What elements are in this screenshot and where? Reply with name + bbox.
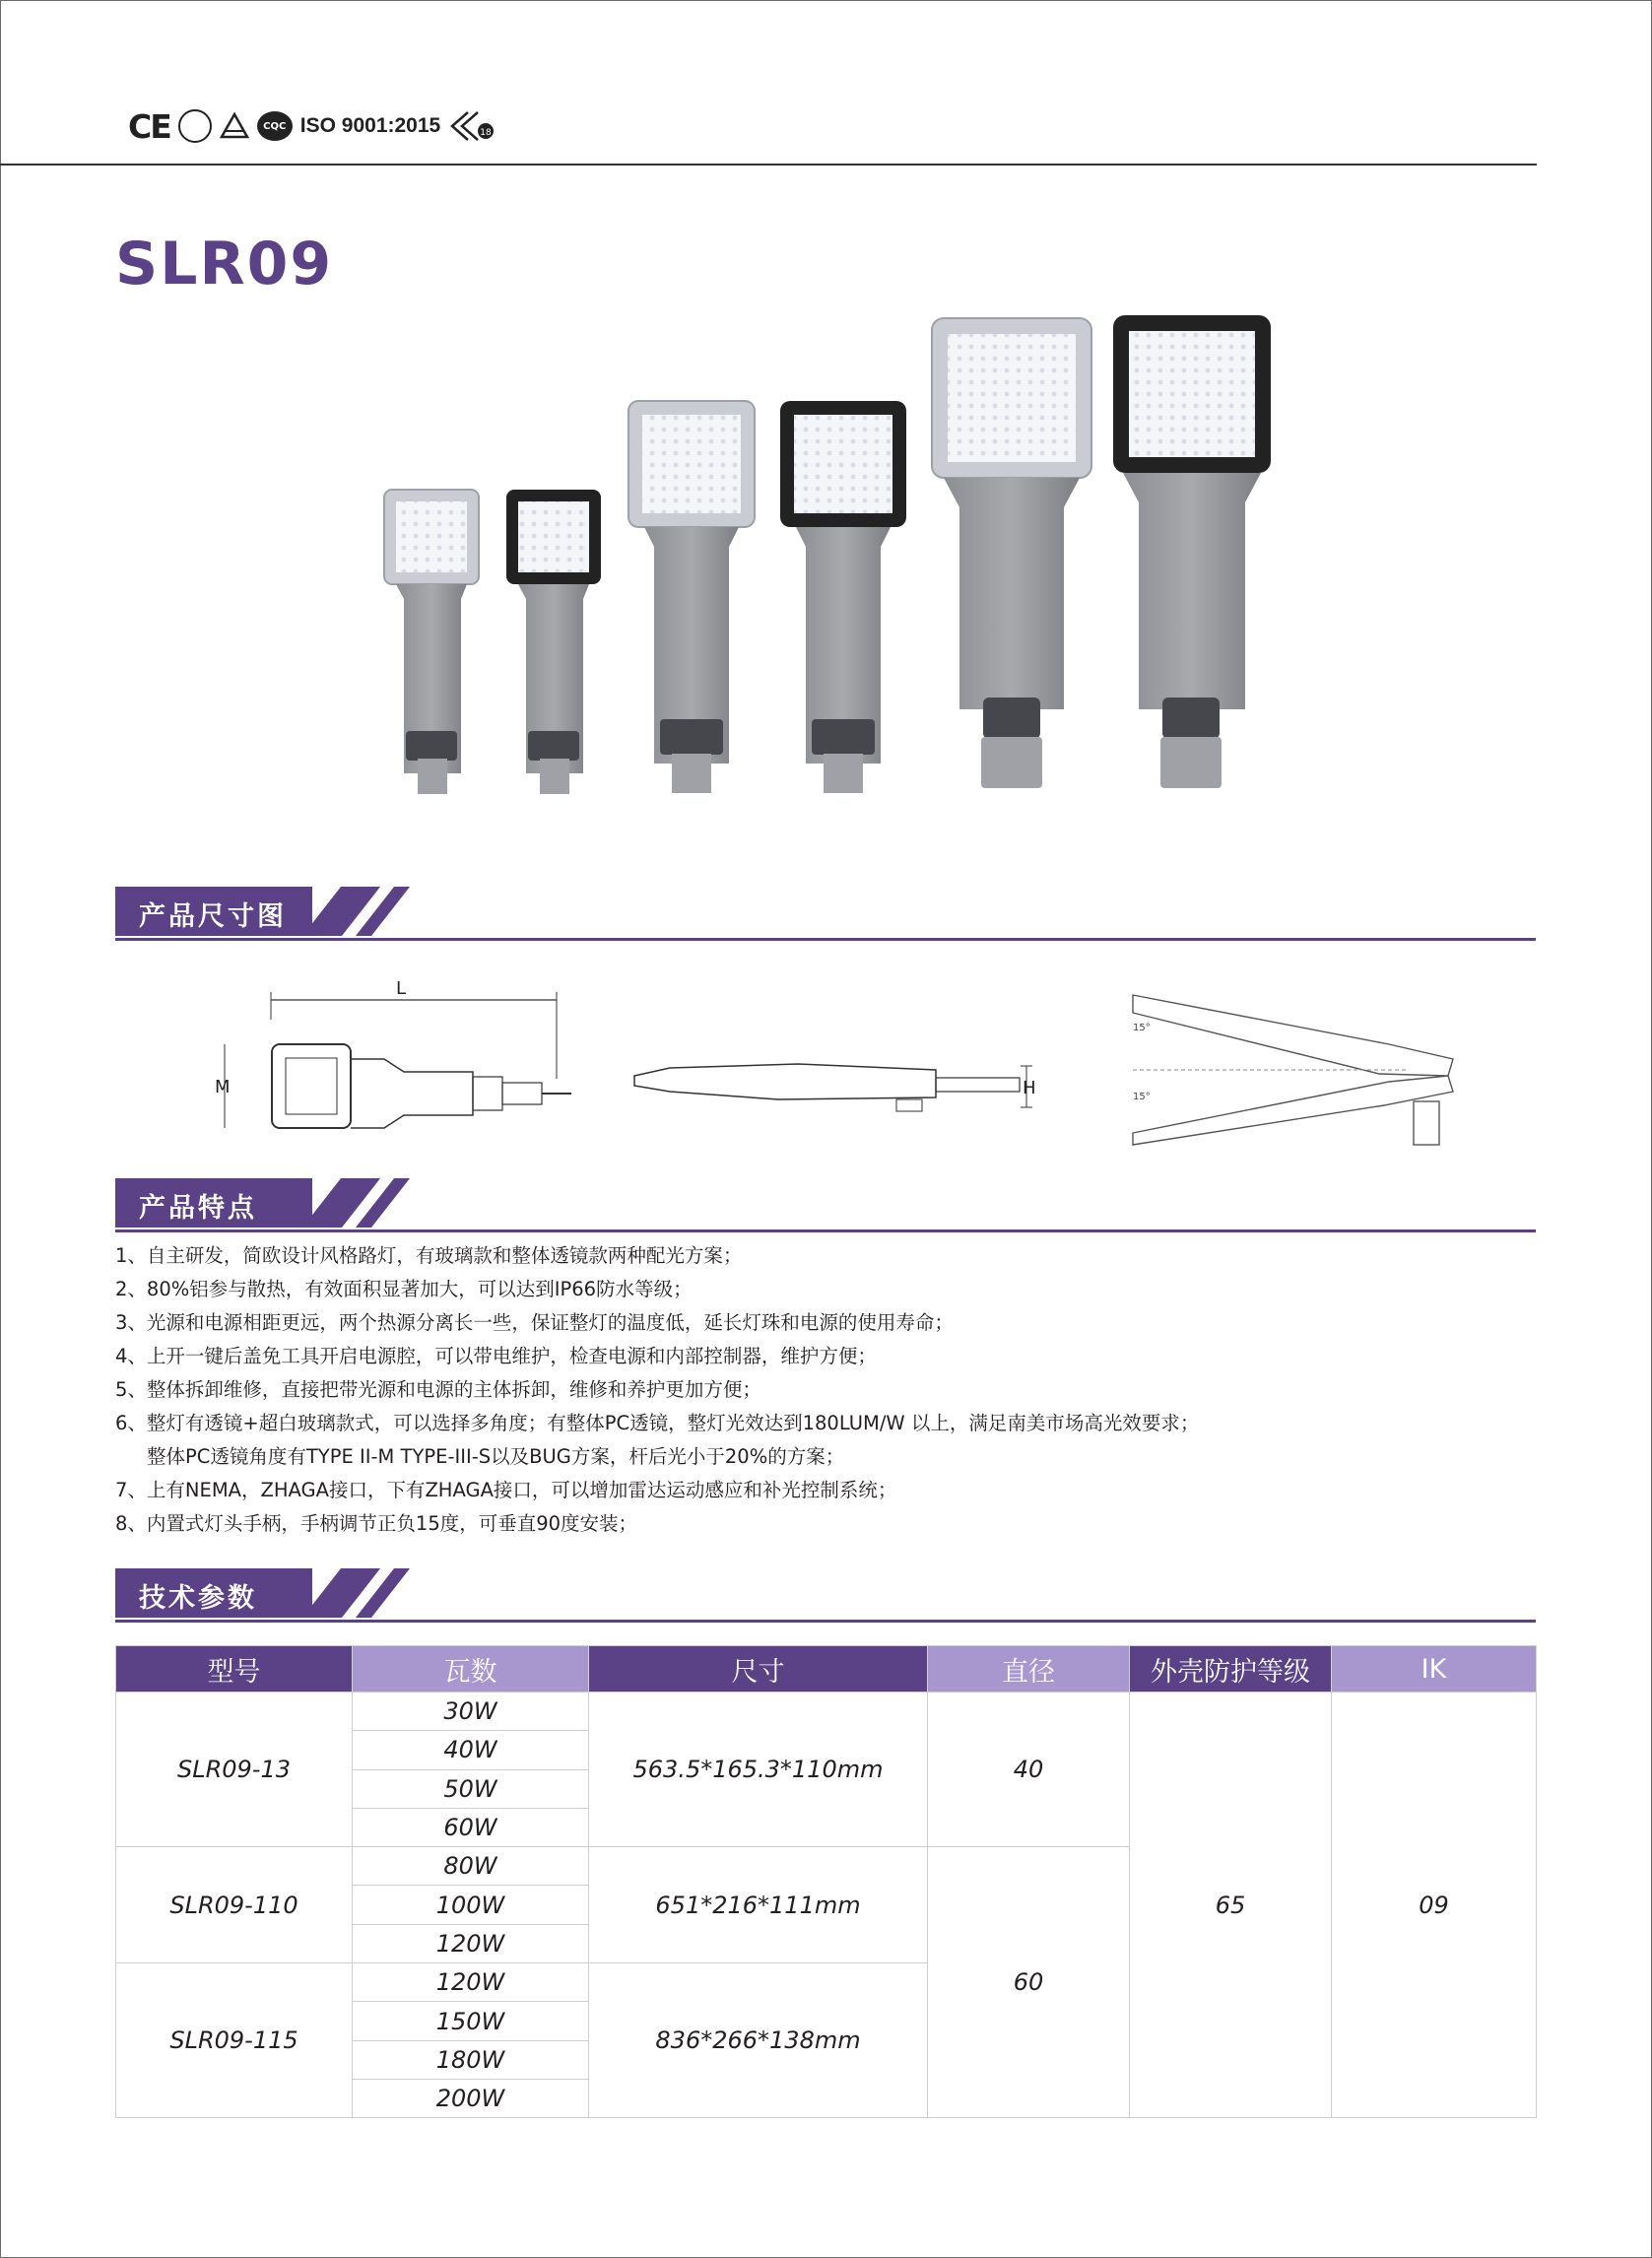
side-view-drawing — [630, 1044, 1044, 1133]
luminaire-3 — [628, 401, 755, 793]
warning-triangle-icon — [220, 111, 249, 141]
size-cell: 563.5*165.3*110mm — [589, 1693, 928, 1847]
header-model: 型号 — [116, 1646, 353, 1693]
feature-item: 4、上开一键后盖免工具开启电源腔，可以带电维护，检查电源和内部控制器，维护方便； — [115, 1345, 877, 1367]
feature-item: 7、上有NEMA，ZHAGA接口，下有ZHAGA接口，可以增加雷达运动感应和补光控制系统； — [115, 1479, 897, 1501]
section-header-dimensions — [115, 887, 1536, 942]
angle-view-drawing — [1113, 985, 1487, 1153]
feature-item: 2、80%铝参与散热，有效面积显著加大，可以达到IP66防水等级； — [115, 1278, 693, 1300]
wattage-cell: 180W — [353, 2040, 589, 2079]
feature-item: 8、内置式灯头手柄，手柄调节正负15度，可垂直90度安装； — [115, 1512, 638, 1535]
luminaire-4 — [780, 401, 906, 793]
table-row — [116, 1693, 1537, 1731]
header-rule — [0, 164, 1537, 166]
wattage-cell: 60W — [353, 1808, 589, 1846]
luminaire-6 — [1113, 315, 1271, 788]
top-view-drawing — [207, 980, 581, 1138]
size-cell: 651*216*111mm — [589, 1847, 928, 1963]
wattage-cell: 120W — [353, 1963, 589, 2002]
length-label: L — [396, 980, 407, 999]
feature-item: 3、光源和电源相距更远，两个热源分离长一些，保证整灯的温度低，延长灯珠和电源的使用寿命； — [115, 1311, 954, 1334]
ccc-mark-icon — [178, 109, 212, 143]
header-ip-rating: 外壳防护等级 — [1130, 1646, 1332, 1693]
wattage-cell: 200W — [353, 2079, 589, 2117]
cqc-mark-icon: CQC — [257, 111, 293, 141]
spec-table — [115, 1645, 1537, 2118]
ek-badge-icon — [448, 109, 497, 143]
feature-item-continuation: 整体PC透镜角度有TYPE II-M TYPE-III-S以及BUG方案，杆后光小于20%的方案； — [147, 1445, 845, 1468]
header-wattage: 瓦数 — [353, 1646, 589, 1693]
certification-bar — [128, 106, 497, 146]
section-title: 技术参数 — [139, 1583, 257, 1614]
size-cell: 836*266*138mm — [589, 1963, 928, 2118]
section-title: 产品尺寸图 — [139, 901, 287, 932]
wattage-cell: 50W — [353, 1769, 589, 1808]
angle-bottom-label: 15° — [1133, 1092, 1151, 1102]
features-list — [115, 1239, 1534, 1541]
wattage-cell: 150W — [353, 2002, 589, 2040]
ip-rating-cell: 65 — [1130, 1693, 1332, 2118]
model-cell: SLR09-115 — [116, 1963, 353, 2118]
ik-cell: 09 — [1332, 1693, 1537, 2118]
section-title: 产品特点 — [139, 1193, 257, 1224]
feature-item: 6、整灯有透镜+超白玻璃款式，可以选择多角度；有整体PC透镜，整灯光效达到180LUM/W 以上，满足南美市场高光效要求； — [115, 1412, 1200, 1434]
header-diameter: 直径 — [928, 1646, 1130, 1693]
model-cell: SLR09-110 — [116, 1847, 353, 1963]
iso-certification: ISO 9001:2015 — [299, 114, 441, 137]
diameter-cell: 40 — [928, 1693, 1130, 1847]
ce-mark-icon: CE — [128, 106, 170, 146]
section-header-features — [115, 1178, 1536, 1233]
feature-item: 5、整体拆卸维修，直接把带光源和电源的主体拆卸，维修和养护更加方便； — [115, 1378, 761, 1401]
luminaire-1 — [384, 490, 479, 794]
wattage-cell: 40W — [353, 1731, 589, 1769]
wattage-cell: 80W — [353, 1847, 589, 1886]
section-header-specs — [115, 1568, 1536, 1624]
diameter-cell: 60 — [928, 1847, 1130, 2118]
svg-text:18: 18 — [480, 128, 492, 138]
feature-item: 1、自主研发，简欧设计风格路灯，有玻璃款和整体透镜款两种配光方案； — [115, 1244, 743, 1267]
product-photo — [374, 305, 1281, 818]
header-size: 尺寸 — [589, 1646, 928, 1693]
luminaire-2 — [506, 490, 601, 794]
product-title: SLR09 — [115, 230, 334, 299]
wattage-cell: 100W — [353, 1886, 589, 1924]
model-cell: SLR09-13 — [116, 1693, 353, 1847]
table-header-row — [116, 1646, 1537, 1693]
wattage-cell: 30W — [353, 1693, 589, 1731]
luminaire-5 — [932, 318, 1091, 788]
width-label: M — [215, 1077, 231, 1097]
wattage-cell: 120W — [353, 1924, 589, 1962]
header-ik: IK — [1332, 1646, 1537, 1693]
angle-top-label: 15° — [1133, 1023, 1151, 1033]
height-label: H — [1023, 1078, 1036, 1098]
